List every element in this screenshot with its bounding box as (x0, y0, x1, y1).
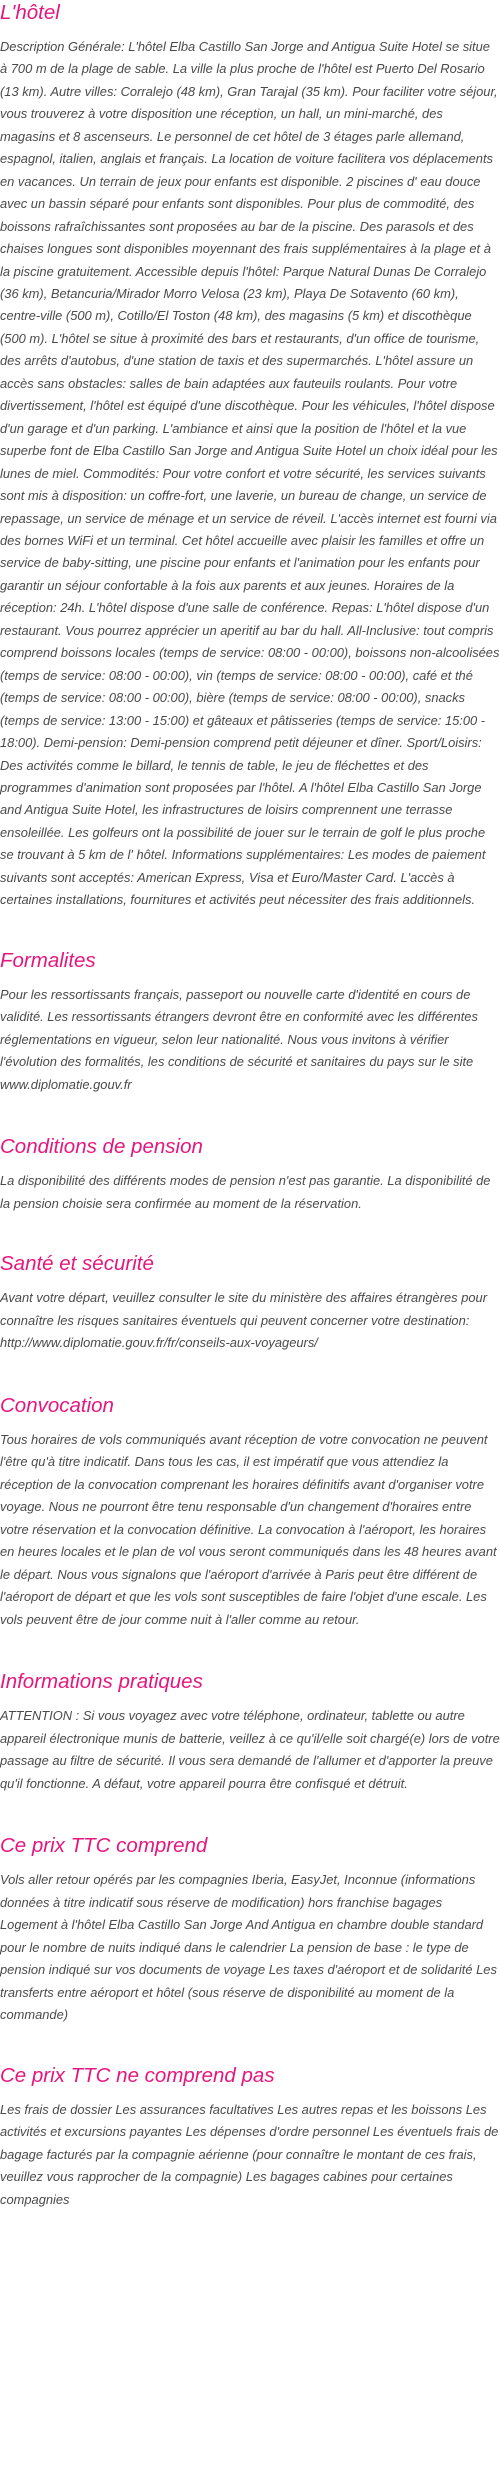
section-informations-pratiques (0, 1669, 500, 1795)
section-comprend-title: Ce prix TTC comprend (0, 1834, 208, 1858)
section-formalites (0, 948, 500, 1097)
section-comprend-body: Vols aller retour opérés par les compagnies Iberia, EasyJet, Inconnue (informations données à titre indicatif sous réserve de modification) hors franchise bagages Logement à l'hôtel Elba Castillo San Jorge And Antigua en chambre double standard pour le nombre de nuits indiqué dans le calendrier La pension de base : le type de pension indiqué sur vos documents de voyage Les taxes d'aéroport et de solidarité Les transferts entre aéroport et hôtel (sous réserve de disponibilité au moment de la commande) (0, 1872, 497, 2023)
section-hotel-body: Description Générale: L'hôtel Elba Castillo San Jorge and Antigua Suite Hotel se situe à 700 m de la plage de sable. La ville la plus proche de l'hôtel est Puerto Del Rosario (13 km). Autre villes: Corralejo (48 km), Gran Tarajal (35 km). Pour faciliter votre séjour, vous trouverez à votre disposition une réception, un hall, un mini-marché, des magasins et 8 ascenseurs. Le personnel de cet hôtel de 3 étages parle allemand, espagnol, italien, anglais et français. La location de voiture facilitera vos déplacements en vacances. Un terrain de jeux pour enfants est disponible. 2 piscines d' eau douce avec un bassin séparé pour enfants sont disponibles. Pour plus de commodité, des boissons rafraîchissantes sont proposées au bar de la piscine. Des parasols et des chaises longues sont disponibles moyennant des frais supplémentaires à la plage et à la piscine gratuitement. Accessible depuis l'hôtel: Parque Natural Dunas De Corralejo (36 km), Betancuria/Mirador Morro Velosa (23 km), Playa De Sotavento (60 km), centre-ville (500 m), Cotillo/El Toston (48 km), des magasins (5 km) et discothèque (500 m). L'hôtel se situe à proximité des bars et restaurants, d'un office de tourisme, des arrêts d'autobus, d'une station de taxis et des supermarchés. L'hôtel assure un accès sans obstacles: salles de bain adaptées aux fauteuils roulants. Pour votre divertissement, l'hôtel est équipé d'une discothèque. Pour les véhicules, l'hôtel dispose d'un garage et d'un parking. L'ambiance et ainsi que la position de l'hôtel et la vue superbe font de Elba Castillo San Jorge and Antigua Suite Hotel un choix idéal pour les lunes de miel. Commodités: Pour votre confort et votre sécurité, les services suivants sont mis à disposition: un coffre-fort, une laverie, un bureau de change, un service de repassage, un service de ménage et un service de réveil. L'accès internet est fourni via des bornes WiFi et un terminal. Cet hôtel accueille avec plaisir les familles et offre un service de baby-sitting, une piscine pour enfants et l'animation pour les enfants pour garantir un séjour confortable à la fois aux parents et aux jeunes. Horaires de la réception: 24h. L'hôtel dispose d'une salle de conférence. Repas: L'hôtel dispose d'un restaurant. Vous pourrez apprécier un aperitif au bar du hall. All-Inclusive: tout compris comprend boissons locales (temps de service: 08:00 - 00:00), boissons non-alcoolisées (temps de service: 08:00 - 00:00), vin (temps de service: 08:00 - 00:00), café et thé (temps de service: 08:00 - 00:00), bière (temps de service: 08:00 - 00:00), snacks (temps de service: 13:00 - 15:00) et gâteaux et pâtisseries (temps de service: 15:00 - 18:00). Demi-pension: Demi-pension comprend petit déjeuner et dîner. Sport/Loisirs: Des activités comme le billard, le tennis de table, le jeu de fléchettes et des programmes d'animation sont proposées par l'hôtel. A l'hôtel Elba Castillo San Jorge and Antigua Suite Hotel, les infrastructures de loisirs comprennent une terrasse ensoleillée. Les golfeurs ont la possibilité de jouer sur le terrain de golf le plus proche se trouvant à 5 km de l' hôtel. Informations supplémentaires: Les modes de paiement suivants sont acceptés: American Express, Visa et Euro/Master Card. L'accès à certaines installations, fournitures et activités peut nécessiter des frais additionnels. (0, 39, 500, 908)
section-prix-comprend (0, 1833, 500, 2027)
section-conditions-body: La disponibilité des différents modes de pension n'est pas garantie. La disponibilité de la pension choisie sera confirmée au moment de la réservation. (0, 1173, 491, 1211)
section-ne-comprend-body: Les frais de dossier Les assurances facultatives Les autres repas et les boissons Les activités et excursions payantes Les dépenses d'ordre personnel Les éventuels frais de bagage facturés par la compagnie aérienne (pour connaître le montant de ces frais, veuillez vous rapprocher de la compagnie) Les bagages cabines pour certaines compagnies (0, 2101, 499, 2207)
section-conditions-pension (0, 1134, 500, 1215)
section-conditions-title: Conditions de pension (0, 1135, 203, 1159)
section-ne-comprend-title: Ce prix TTC ne comprend pas (0, 2063, 275, 2087)
section-convocation-title: Convocation (0, 1393, 114, 1417)
section-formalites-body: Pour les ressortissants français, passeport ou nouvelle carte d'identité en cours de validité. Les ressortissants étrangers devront être en conformité avec les différentes réglementations en vigueur, selon leur nationalité. Nous vous invitons à vérifier l'évolution des formalités, les conditions de sécurité et sanitaires du pays sur le site www.diplomatie.gouv.fr (0, 986, 478, 1092)
section-hotel (0, 0, 500, 912)
section-infos-body: ATTENTION : Si vous voyagez avec votre téléphone, ordinateur, tablette ou autre appareil électronique munis de batterie, veillez à ce qu'il/elle soit chargé(e) lors de votre passage au filtre de sécurité. Il vous sera demandé de l'allumer et d'apporter la preuve qu'il fonctionne. A défaut, votre appareil pourra être confisqué et détruit. (0, 1708, 500, 1791)
section-sante-securite (0, 1251, 500, 1355)
section-hotel-title: L'hôtel (0, 1, 60, 24)
section-formalites-title: Formalites (0, 948, 96, 972)
section-convocation (0, 1393, 500, 1632)
section-convocation-body: Tous horaires de vols communiqués avant réception de votre convocation ne peuvent l'être qu'à titre indicatif. Dans tous les cas, il est impératif que vous attendiez la réception de la convocation comprenant les horaires définitifs avant d'organiser votre voyage. Nous ne pourront être tenu responsable d'un changement d'horaires entre votre réservation et la convocation définitive. La convocation à l'aéroport, les horaires en heures locales et le plan de vol vous seront communiqués dans les 48 heures avant le départ. Nous vous signalons que l'aéroport d'arrivée à Paris peut être différent de l'aéroport de départ et que les vols sont susceptibles de faire l'objet d'une escale. Les vols peuvent être de jour comme nuit à l'aller comme au retour. (0, 1431, 497, 1627)
section-infos-title: Informations pratiques (0, 1670, 203, 1694)
section-sante-body: Avant votre départ, veuillez consulter le site du ministère des affaires étrangères pour connaître les risques sanitaires éventuels qui peuvent concerner votre destination: http://www.diplomatie.gouv.fr/fr/conseils-aux-voyageurs/ (0, 1290, 487, 1351)
section-prix-ne-comprend-pas (0, 2063, 500, 2212)
section-sante-title: Santé et sécurité (0, 1252, 154, 1276)
